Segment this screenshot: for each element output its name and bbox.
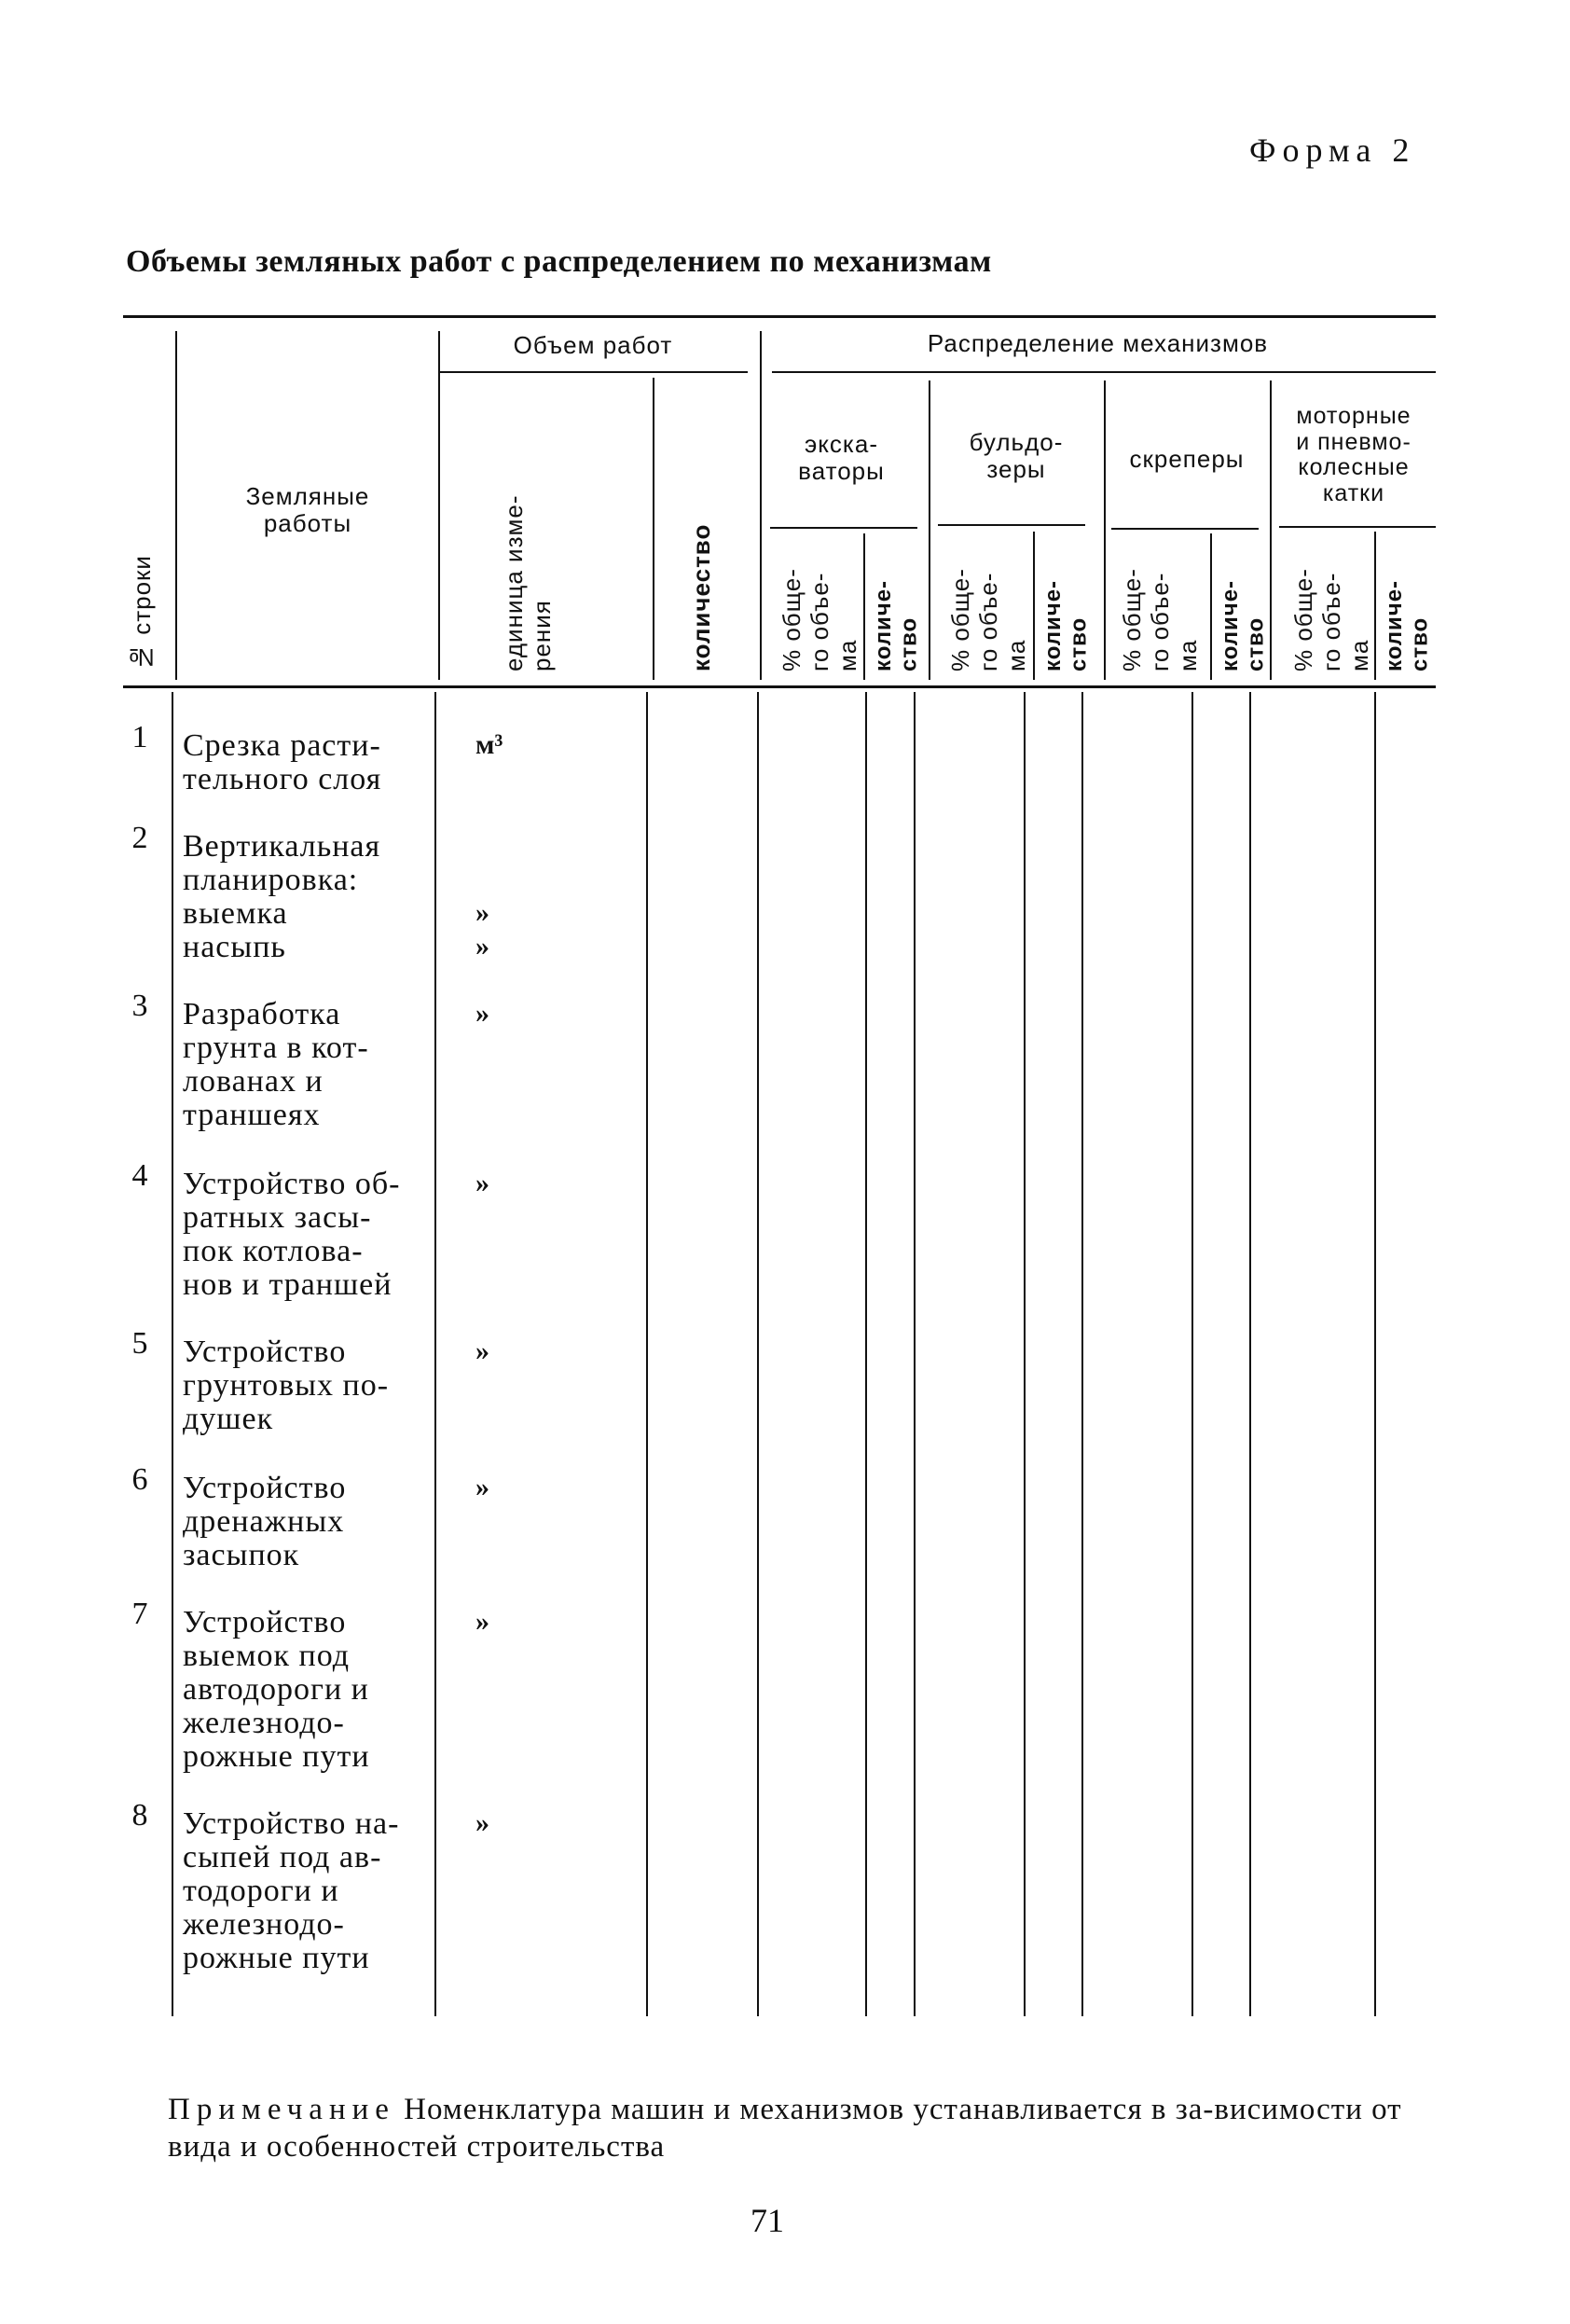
header-col-line bbox=[1033, 532, 1035, 680]
rollers-qty-header: количе- ство bbox=[1382, 579, 1433, 671]
unit-value: » bbox=[475, 1168, 489, 1198]
table-top-rule bbox=[123, 315, 1436, 318]
work-name: Устройство дренажных засыпок bbox=[183, 1471, 347, 1572]
body-col-line bbox=[646, 692, 648, 2016]
row-number: 3 bbox=[131, 989, 148, 1023]
unit-value: » bbox=[475, 1807, 489, 1838]
unit-value: » bbox=[475, 1472, 489, 1502]
work-name: Срезка расти- тельного слоя bbox=[183, 728, 382, 796]
group-rollers: моторные и пневмо- колесные катки bbox=[1296, 403, 1412, 506]
rollers-rule bbox=[1279, 526, 1436, 528]
works-header: Земляные работы bbox=[245, 482, 370, 537]
group-bulldozers: бульдо- зеры bbox=[969, 428, 1064, 483]
unit-value: м³ bbox=[475, 729, 503, 760]
body-col-line bbox=[914, 692, 916, 2016]
body-col-line bbox=[1024, 692, 1026, 2016]
row-number: 8 bbox=[131, 1798, 148, 1833]
bulldozers-percent-header: % обще- го объе- ма bbox=[946, 568, 1030, 671]
unit-value: » bbox=[475, 897, 489, 928]
header-col-line bbox=[1374, 532, 1376, 680]
header-col-line bbox=[1104, 380, 1106, 680]
unit-value: » bbox=[475, 931, 489, 961]
work-name: Устройство на- сыпей под ав- тодороги и железнодо- рожные пути bbox=[183, 1806, 400, 1975]
header-col-line bbox=[929, 380, 930, 680]
row-number: 2 bbox=[131, 821, 148, 855]
scrapers-qty-header: количе- ство bbox=[1218, 579, 1269, 671]
body-col-line bbox=[172, 692, 173, 2016]
unit-value: » bbox=[475, 1335, 489, 1366]
scrapers-percent-header: % обще- го объе- ма bbox=[1118, 568, 1202, 671]
bulldozers-qty-header: количе- ство bbox=[1040, 579, 1092, 671]
footnote bbox=[168, 2091, 1436, 2165]
header-col-line bbox=[863, 533, 865, 680]
body-col-line bbox=[865, 692, 867, 2016]
work-name: Устройство выемок под автодороги и железнодо- рожные пути bbox=[183, 1605, 370, 1774]
body-col-line bbox=[434, 692, 436, 2016]
rollers-percent-header: % обще- го объе- ма bbox=[1289, 568, 1373, 671]
unit-header: единица изме- рения bbox=[500, 494, 556, 671]
scrapers-rule bbox=[1111, 528, 1259, 530]
header-col-line bbox=[175, 331, 177, 680]
document-title: Объемы земляных работ с распределением по механизмам bbox=[126, 244, 992, 279]
row-number: 6 bbox=[131, 1462, 148, 1497]
row-number: 7 bbox=[131, 1597, 148, 1631]
work-name: Устройство грунтовых по- душек bbox=[183, 1335, 390, 1436]
excavators-rule bbox=[770, 527, 917, 529]
footnote-label: Примечание bbox=[168, 2093, 395, 2126]
body-col-line bbox=[1081, 692, 1083, 2016]
volume-group-rule bbox=[438, 371, 748, 373]
body-col-line bbox=[1374, 692, 1376, 2016]
page-number: 71 bbox=[751, 2202, 784, 2239]
row-number: 1 bbox=[131, 720, 148, 754]
header-col-line bbox=[760, 331, 762, 680]
unit-value: » bbox=[475, 1606, 489, 1637]
work-name: Устройство об- ратных засы- пок котлова- нов и траншей bbox=[183, 1167, 401, 1302]
group-scrapers: скреперы bbox=[1129, 445, 1245, 473]
work-name: Разработка грунта в кот- лованах и траншеях bbox=[183, 997, 369, 1132]
body-col-line bbox=[1191, 692, 1193, 2016]
quantity-header: количество bbox=[687, 523, 715, 671]
distribution-group-rule bbox=[772, 371, 1436, 373]
work-name: Вертикальная планировка: выемка насыпь bbox=[183, 829, 381, 964]
header-col-line bbox=[1210, 533, 1212, 680]
row-number: 5 bbox=[131, 1326, 148, 1361]
form-label: Форма 2 bbox=[1249, 131, 1416, 169]
volume-header: Объем работ bbox=[513, 331, 673, 359]
excavators-qty-header: количе- ство bbox=[871, 579, 922, 671]
group-excavators: экска- ваторы bbox=[798, 430, 885, 485]
distribution-header: Распределение механизмов bbox=[927, 329, 1269, 357]
header-bottom-rule bbox=[123, 685, 1436, 688]
excavators-percent-header: % обще- го объе- ма bbox=[778, 568, 861, 671]
footnote-text: Номенклатура машин и механизмов устанавливается в за-висимости от вида и особенностей строительства bbox=[168, 2093, 1402, 2164]
bulldozers-rule bbox=[938, 524, 1085, 526]
row-number-header: № строки bbox=[128, 555, 156, 671]
row-number: 4 bbox=[131, 1158, 148, 1193]
unit-value: » bbox=[475, 998, 489, 1029]
header-col-line bbox=[438, 331, 440, 680]
body-col-line bbox=[1249, 692, 1251, 2016]
body-col-line bbox=[757, 692, 759, 2016]
header-col-line bbox=[653, 378, 654, 680]
